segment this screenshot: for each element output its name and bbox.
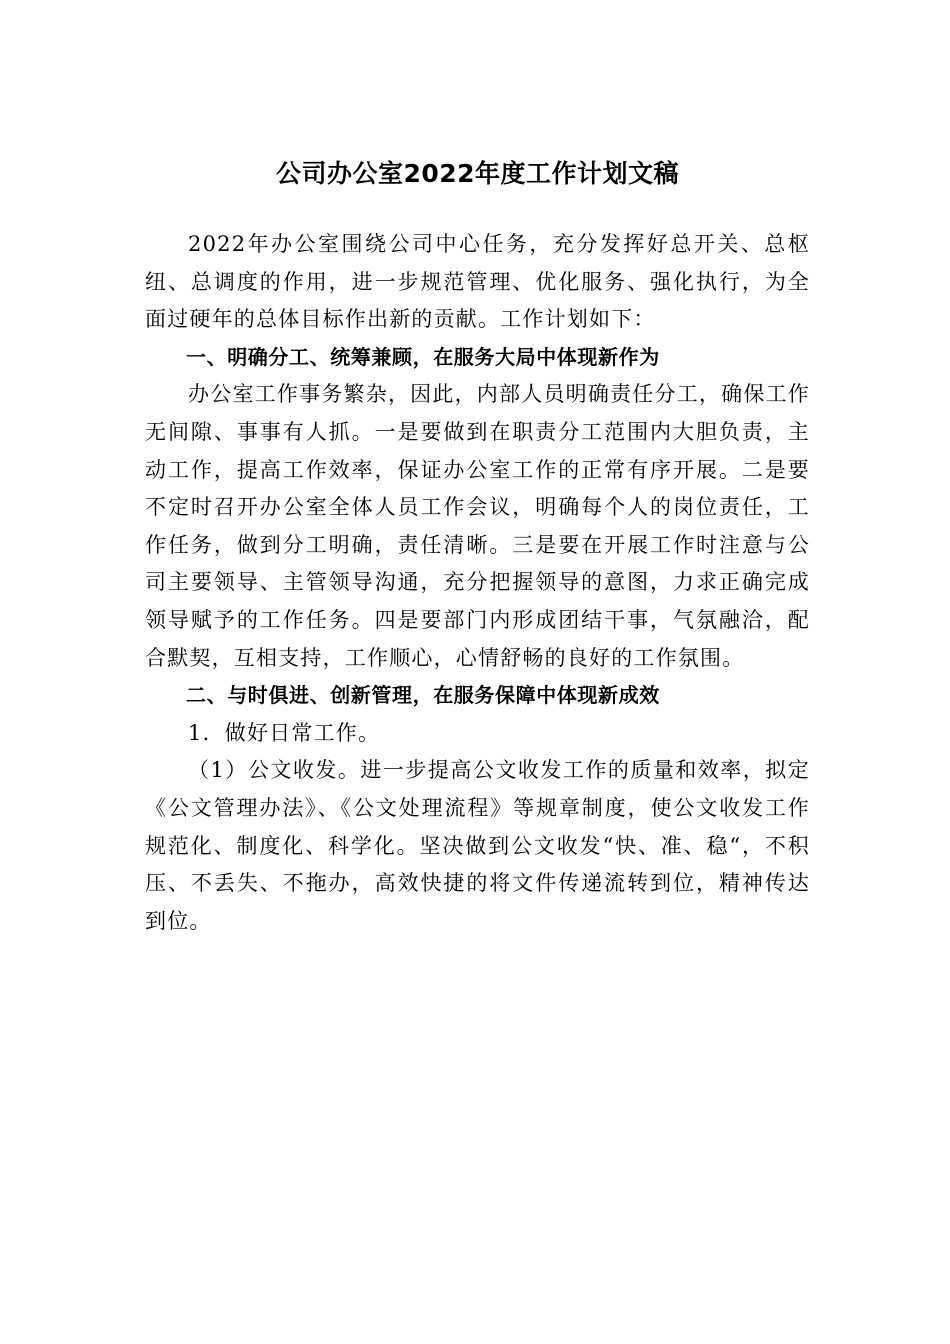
intro-paragraph: 2022年办公室围绕公司中心任务，充分发挥好总开关、总枢纽、总调度的作用，进一步规范管理、优化服务、强化执行，为全面过硬年的总体目标作出新的贡献。工作计划如下： (145, 232, 810, 332)
section-1-paragraph-1: 办公室工作事务繁杂，因此，内部人员明确责任分工，确保工作无间隙、事事有人抓。一是要做到在职责分工范围内大胆负责，主动工作，提高工作效率，保证办公室工作的正常有序开展。二是要不定时召开办公室全体人员工作会议，明确每个人的岗位责任，工作任务，做到分工明确，责任清晰。三是要在开展工作时注意与公司主要领导、主管领导沟通，充分把握领导的意图，力求正确完成领导赋予的工作任务。四是要部门内形成团结干事，气氛融洽，配合默契，互相支持，工作顺心，心情舒畅的良好的工作氛围。 (145, 382, 810, 670)
document-page (145, 152, 810, 940)
document-title: 公司办公室2022年度工作计划文稿 (275, 159, 680, 188)
section-heading-2: 二、与时俱进、创新管理，在服务保障中体现新成效 (186, 683, 660, 708)
section-2-item-heading: 1．做好日常工作。 (188, 720, 381, 745)
section-2-paragraph-1: （1）公文收发。进一步提高公文收发工作的质量和效率，拟定《公文管理办法》、《公文处理流程》等规章制度，使公文收发工作规范化、制度化、科学化。坚决做到公文收发“快、准、稳“，不积压、不丢失、不拖办，高效快捷的将文件传递流转到位，精神传达到位。 (145, 758, 810, 933)
section-heading-1: 一、明确分工、统筹兼顾，在服务大局中体现新作为 (186, 344, 660, 369)
